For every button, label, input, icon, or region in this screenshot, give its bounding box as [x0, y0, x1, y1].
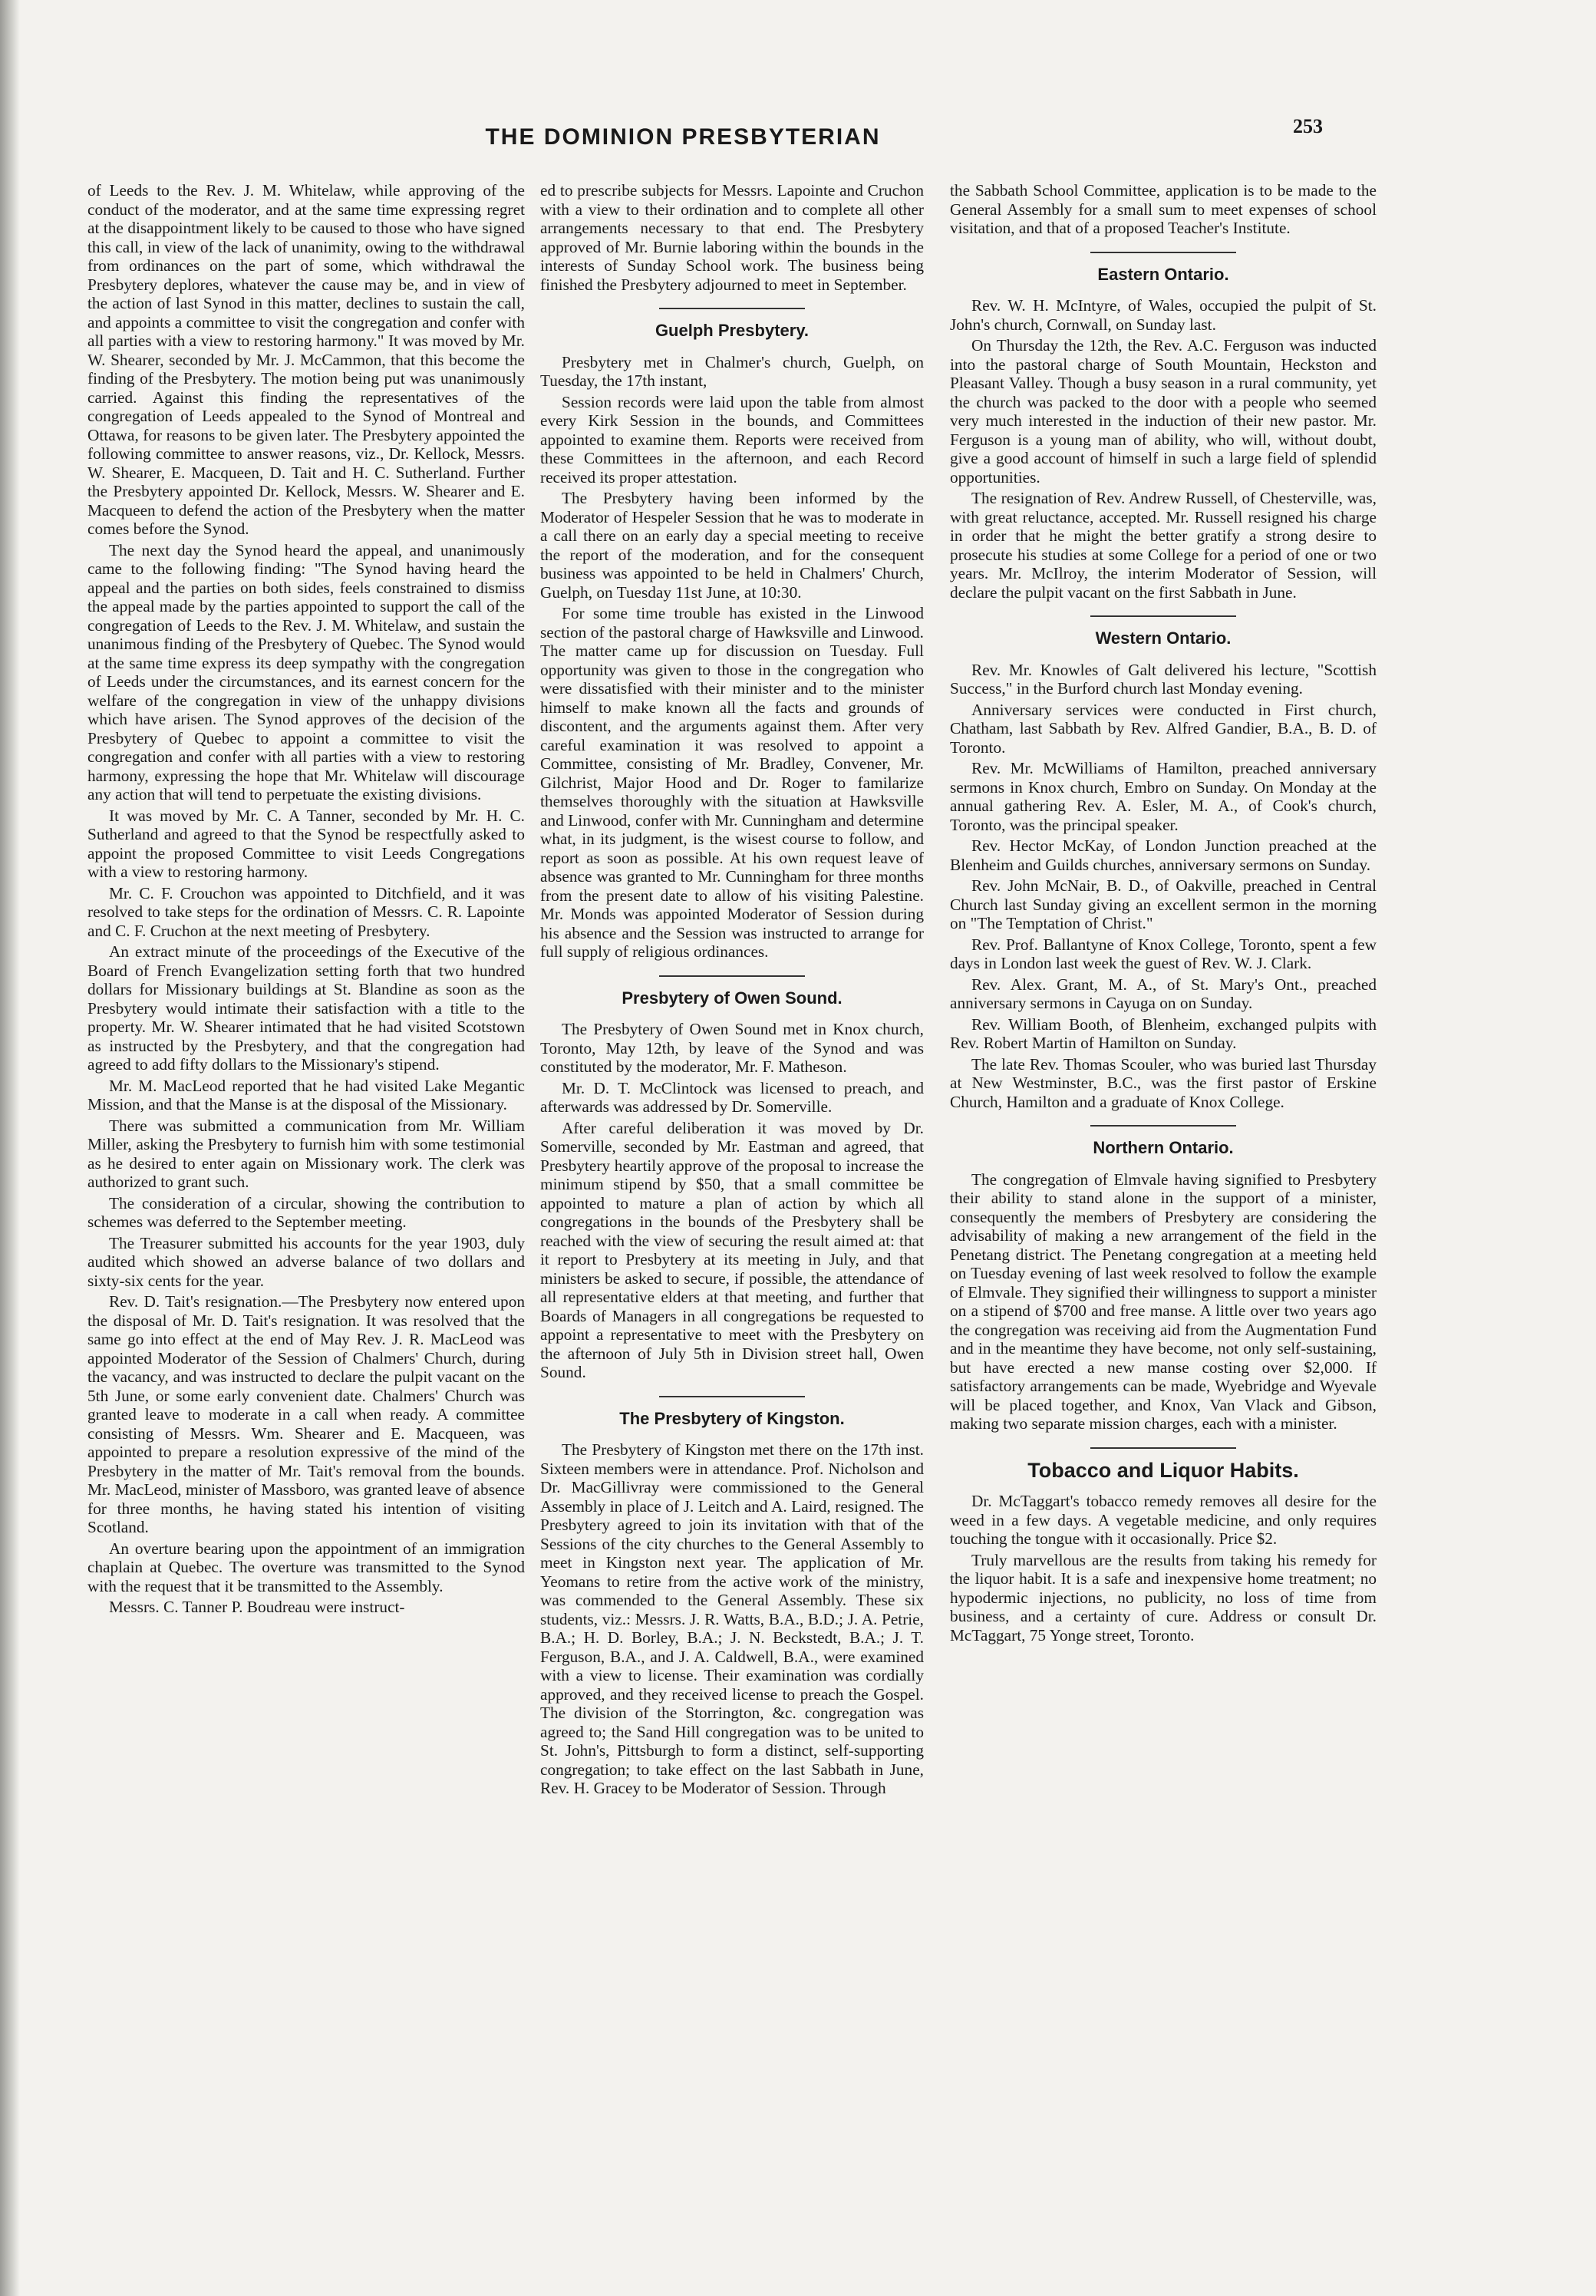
column-2 [540, 181, 924, 1800]
paragraph: the Sabbath School Committee, application is to be made to the General Assembly for a small sum to meet expenses of school visitation, and that of a proposed Teacher's Institute. [950, 181, 1377, 237]
paragraph: Presbytery met in Chalmer's church, Guelph, on Tuesday, the 17th instant, [540, 352, 924, 390]
paragraph: Rev. D. Tait's resignation.—The Presbytery now entered upon the disposal of Mr. D. Tait's resignation. It was resolved that the same go into effect at the end of May Rev. J. R. MacLeod was appointed Moderator of the Session of Chalmers' Church, during the vacancy, and was instructed to declare the pulpit vacant on the 5th June, or some early convenient date. Chalmers' Church was granted leave to moderate in a call when ready. A committee consisting of Messrs. Wm. Shearer and E. Macqueen, was appointed to prepare a resolution expressive of the mind of the Presbytery in the matter of Mr. Tait's removal from the bounds. Mr. MacLeod, minister of Massboro, was granted leave of absence for three months, he having stated his intention of visiting Scotland. [87, 1292, 525, 1536]
paragraph: Rev. Mr. Knowles of Galt delivered his lecture, "Scottish Success," in the Burford church last Monday evening. [950, 660, 1377, 698]
section-divider [1090, 615, 1236, 617]
paragraph: Messrs. C. Tanner P. Boudreau were instruct- [109, 1598, 405, 1616]
paragraph: Rev. Alex. Grant, M. A., of St. Mary's Ont., preached anniversary sermons in Cayuga on on Sunday. [950, 975, 1377, 1012]
paragraph: For some time trouble has existed in the Linwood section of the pastoral charge of Hawksville and Linwood. The matter came up for discussion on Tuesday. Full opportunity was given to those in the congregation who were dissatisfied with their minister and to the minister himself to make known all the facts and grounds of discontent, and the arguments against them. After very careful examination it was resolved to appoint a Committee, consisting of Mr. Bradley, Convener, Mr. Gilchrist, Major Hood and Dr. Roger to familarize themselves thoroughly with the situation at Hawksville and Linwood, confer with Mr. Cunningham and determine what, in its judgment, is the wisest course to follow, and report as soon as possible. At his own request leave of absence was granted to Mr. Cunningham for three months from the present date to allow of his visiting Palestine. Mr. Monds was appointed Moderator of Session during his absence and the Session was instructed to arrange for full supply of religious ordinances. [540, 604, 924, 961]
paragraph: After careful deliberation it was moved by Dr. Somerville, seconded by Mr. Eastman and agreed, that Presbytery heartily approve of the proposal to increase the minimum stipend by $50, that a small committee be appointed to mature a plan of action by which all congregations in the bounds of the Presbytery shall be reached with the view of securing the result aimed at: that it report to Presbytery at its meeting in July, and that ministers be asked to secure, if possible, the attendance of all representative elders at that meeting, and further that Boards of Managers in all congregations be requested to appoint a representative to meet with the Presbytery on the afternoon of July 5th in Division street hall, Owen Sound. [540, 1118, 924, 1381]
paragraph: Dr. McTaggart's tobacco remedy removes all desire for the weed in a few days. A vegetable medicine, and only requires touching the tongue with it occasionally. Price $2. [950, 1492, 1377, 1548]
paragraph: Rev. W. H. McIntyre, of Wales, occupied the pulpit of St. John's church, Cornwall, on Sunday last. [950, 296, 1377, 334]
section-heading-owen-sound: Presbytery of Owen Sound. [622, 988, 843, 1008]
paragraph: The late Rev. Thomas Scouler, who was buried last Thursday at New Westminster, B.C., was the first pastor of Erskine Church, Hamilton and a graduate of Knox College. [950, 1054, 1377, 1111]
paragraph: Rev. John McNair, B. D., of Oakville, preached in Central Church last Sunday giving an excellent sermon in the morning on "The Temptation of Christ." [950, 876, 1377, 932]
paragraph: The Treasurer submitted his accounts for the year 1903, duly audited which showed an adverse balance of two dollars and sixty-six cents for the year. [87, 1233, 525, 1290]
paragraph: ed to prescribe subjects for Messrs. Lapointe and Cruchon with a view to their ordination and to complete all other arrangements necessary to that end. The Presbytery approved of Mr. Burnie laboring within the bounds in the interests of Sunday School work. The business being finished the Presbytery adjourned to meet in September. [540, 181, 924, 294]
section-divider [659, 975, 805, 977]
section-heading-kingston: The Presbytery of Kingston. [619, 1408, 845, 1428]
paragraph: Rev. William Booth, of Blenheim, exchanged pulpits with Rev. Robert Martin of Hamilton on Sunday. [950, 1014, 1377, 1052]
paragraph: Rev. Hector McKay, of London Junction preached at the Blenheim and Guilds churches, anniversary sermons on Sunday. [950, 836, 1377, 874]
paragraph: Session records were laid upon the table from almost every Kirk Session in the bounds, and Committees appointed to examine them. Reports were received from these Committees in the afternoon, and each Record received its proper attestation. [540, 392, 924, 487]
paragraph: The consideration of a circular, showing the contribution to schemes was deferred to the September meeting. [87, 1193, 525, 1231]
section-heading-tobacco: Tobacco and Liquor Habits. [1027, 1458, 1299, 1482]
paragraph: Mr. C. F. Crouchon was appointed to Ditchfield, and it was resolved to take steps for the ordination of Messrs. C. R. Lapointe and C. F. Cruchon at the next meeting of Presbytery. [87, 883, 525, 940]
paragraph: An extract minute of the proceedings of the Executive of the Board of French Evangelization setting forth that two hundred dollars for Missionary buildings at St. Blandine as soon as the Presbytery would intimate their satisfaction with a title to the property. Mr. W. Shearer intimated that he had visited Scotstown as instructed by the Presbytery, and that the congregation had agreed to add fifty dollars to the Missionary's stipend. [87, 942, 525, 1074]
section-divider [1090, 252, 1236, 253]
section-heading-northern-ontario: Northern Ontario. [1093, 1138, 1234, 1157]
section-divider [1090, 1125, 1236, 1127]
paragraph: of Leeds to the Rev. J. M. Whitelaw, while approving of the conduct of the moderator, and at the same time expressing regret at the disappointment likely to be caused to those who have signed this call, in view of the lack of unanimity, owing to the withdrawal from ordinances on the part of some, which withdrawal the Presbytery deplores, whatever the cause may be, and in view of the action of last Synod in this matter, declines to sustain the call, and appoints a committee to visit the congregation and confer with all parties with a view to restoring harmony." It was moved by Mr. W. Shearer, seconded by Mr. J. McCammon, that this become the finding of the Presbytery. The motion being put was unanimously carried. Against this finding the representatives of the congregation of Leeds appealed to the Synod of Montreal and Ottawa, for reasons to be given later. The Presbytery appointed the following committee to answer reasons, viz., Dr. Kellock, Messrs. W. Shearer, E. Macqueen, D. Tait and H. C. Sutherland. Further the Presbytery appointed Dr. Kellock, Messrs. W. Shearer and E. Macqueen to defend the action of the Presbytery when the matter comes before the Synod. [87, 181, 525, 538]
column-3 [950, 181, 1377, 1647]
section-divider [659, 308, 805, 309]
paragraph: The next day the Synod heard the appeal, and unanimously came to the following finding: "The Synod having heard the appeal and the parties on both sides, feels constrained to dismiss the appeal made by the parties appointed to support the call of the congregation of Leeds to the Rev. J. M. Whitelaw, and sustain the unanimous finding of the Presbytery of Quebec. The Synod would at the same time express its deep sympathy with the congregation of Leeds under the circumstances, and its earnest concern for the welfare of the congregation in view of the unhappy divisions which have arisen. The Synod approves of the decision of the Presbytery of Quebec to appoint a committee to visit the congregation and confer with all parties with a view to restoring harmony, expressing the hope that Mr. Whitelaw will discourage any action that will tend to perpetuate the existing divisions. [87, 540, 525, 803]
column-1 [87, 181, 525, 1619]
paragraph: An overture bearing upon the appointment of an immigration chaplain at Quebec. The overture was transmitted to the Synod with the request that it be transmitted to the Assembly. [87, 1539, 525, 1595]
page-number: 253 [1293, 115, 1323, 137]
paragraph: Mr. D. T. McClintock was licensed to preach, and afterwards was addressed by Dr. Somerville. [540, 1078, 924, 1116]
paragraph: Rev. Prof. Ballantyne of Knox College, Toronto, spent a few days in London last week the guest of Rev. W. J. Clark. [950, 935, 1377, 972]
paragraph: The Presbytery of Owen Sound met in Knox church, Toronto, May 12th, by leave of the Synod and was constituted by the moderator, Mr. F. Matheson. [540, 1020, 924, 1076]
paragraph: The Presbytery having been informed by the Moderator of Hespeler Session that he was to moderate in a call there on an early day a special meeting to receive the report of the moderation, and for the consequent business was appointed to be held in Chalmers' Church, Guelph, on Tuesday 11st June, at 10:30. [540, 489, 924, 602]
paragraph: There was submitted a communication from Mr. William Miller, asking the Presbytery to furnish him with some testimonial as he desired to enter again on Missionary work. The clerk was authorized to grant such. [87, 1116, 525, 1191]
paragraph: On Thursday the 12th, the Rev. A.C. Ferguson was inducted into the pastoral charge of South Mountain, Heckston and Pleasant Valley. Though a busy season in a rural community, yet the church was packed to the door with a people who seemed very much interested in the induction of their new pastor. Mr. Ferguson is a young man of ability, who will, without doubt, give a good account of himself in such a large field of splendid opportunities. [950, 336, 1377, 487]
section-divider [659, 1396, 805, 1397]
paragraph: Rev. Mr. McWilliams of Hamilton, preached anniversary sermons in Knox church, Embro on Sunday. On Monday at the annual gathering Rev. A. Esler, M. A., of Cook's church, Toronto, was the principal speaker. [950, 759, 1377, 834]
section-heading-western-ontario: Western Ontario. [1095, 628, 1232, 648]
scan-edge [0, 0, 20, 2296]
paragraph: The resignation of Rev. Andrew Russell, of Chesterville, was, with great reluctance, accepted. Mr. Russell resigned his charge in order that he might the better gratify a strong desire to prosecute his studies at some College for a period of one or two years. Mr. McIlroy, the interim Moderator of Session, will declare the pulpit vacant on the first Sabbath in June. [950, 489, 1377, 602]
paragraph: Mr. M. MacLeod reported that he had visited Lake Megantic Mission, and that the Manse is at the disposal of the Missionary. [87, 1076, 525, 1113]
paragraph: It was moved by Mr. C. A Tanner, seconded by Mr. H. C. Sutherland and agreed to that the Synod be respectfully asked to appoint the proposed Committee to visit Leeds Congregations with a view to restoring harmony. [87, 806, 525, 881]
section-heading-eastern-ontario: Eastern Ontario. [1097, 264, 1229, 284]
paragraph: The Presbytery of Kingston met there on the 17th inst. Sixteen members were in attendance. Prof. Nicholson and Dr. MacGillivray were commissioned to the General Assembly in place of J. Leitch and A. Laird, resigned. The Presbytery agreed to join its invitation with that of the Sessions of the city churches to the General Assembly to meet in Kingston next year. The application of Mr. Yeomans to retire from the active work of the ministry, was commended to the General Assembly. These six students, viz.: Messrs. J. R. Watts, B.A., B.D.; J. A. Petrie, B.A.; H. D. Borley, B.A.; J. N. Beckstedt, B.A.; J. T. Ferguson, B.A., and J. A. Caldwell, B.A., were examined with a view to license. Their examination was cordially approved, and they received license to preach the Gospel. The division of the Storrington, &c. congregation was agreed to; the Sand Hill congregation was to be united to St. John's, Pittsburgh to form a distinct, self-supporting congregation; to take effect on the last Sabbath in June, Rev. H. Gracey to be Moderator of Session. Through [540, 1440, 924, 1797]
paragraph: Anniversary services were conducted in First church, Chatham, last Sabbath by Rev. Alfred Gandier, B.A., B. D. of Toronto. [950, 700, 1377, 757]
page-title: THE DOMINION PRESBYTERIAN [485, 124, 881, 150]
paragraph: The congregation of Elmvale having signified to Presbytery their ability to stand alone in the support of a minister, consequently the members of Presbytery are considering the advisability of making a new arrangement of the field in the Penetang district. The Penetang congregation at a meeting held on Tuesday evening of last week resolved to follow the example of Elmvale. They signified their willingness to support a minister on a stipend of $700 and free manse. A little over two years ago the congregation was receiving aid from the Augmentation Fund and in the meantime they have become, not only self-sustaining, but have erected a new manse costing over $2,000. If satisfactory arrangements can be made, Wyebridge and Wyevale will be placed together, and Knox, Van Vlack and Gibson, making two separate mission charges, each with a minister. [950, 1169, 1377, 1433]
paragraph: Truly marvellous are the results from taking his remedy for the liquor habit. It is a safe and inexpensive home treatment; no hypodermic injections, no publicity, no loss of time from business, and a certainty of cure. Address or consult Dr. McTaggart, 75 Yonge street, Toronto. [950, 1550, 1377, 1644]
section-heading-guelph: Guelph Presbytery. [655, 321, 810, 340]
section-divider [1090, 1447, 1236, 1449]
